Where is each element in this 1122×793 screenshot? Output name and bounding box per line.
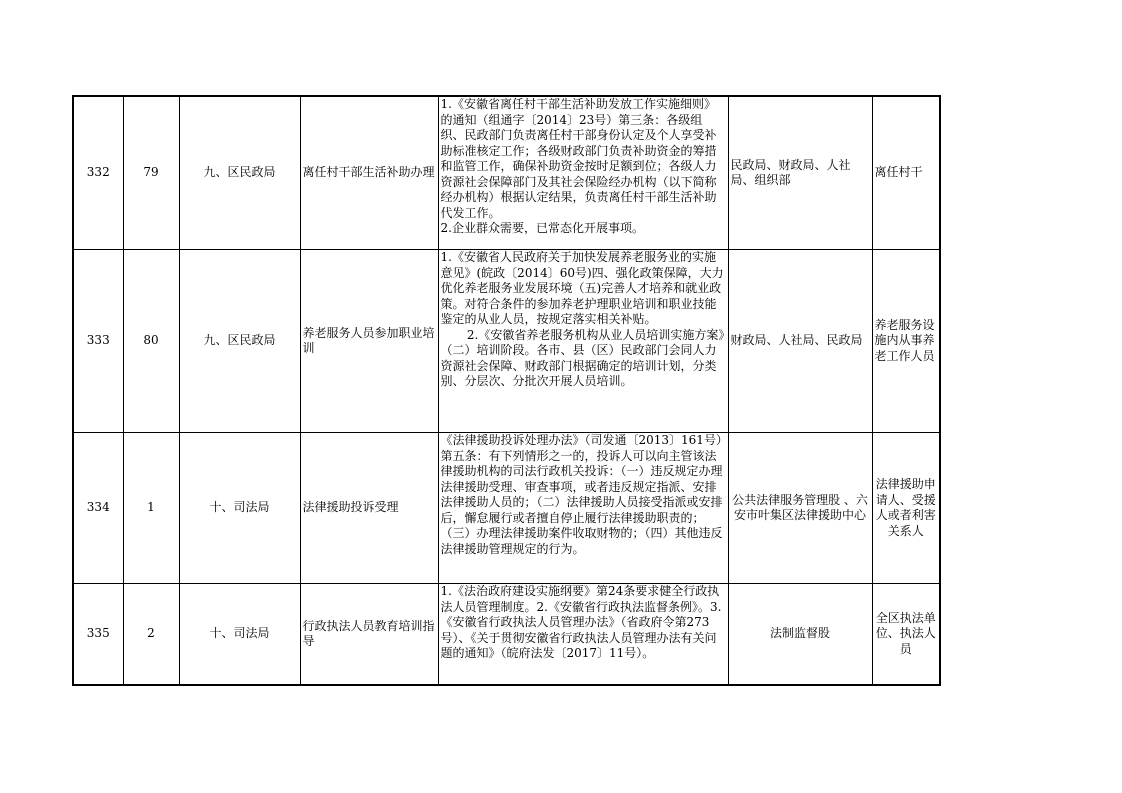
target-cell: 养老服务设施内从事养老工作人员 xyxy=(872,250,940,433)
table-row xyxy=(73,433,940,584)
sub-seq-cell: 2 xyxy=(123,584,179,686)
department-cell: 十、司法局 xyxy=(179,584,300,686)
sub-seq-cell: 80 xyxy=(123,250,179,433)
legal-basis-paragraph: 2.《安徽省养老服务机构从业人员培训实施方案》（二）培训阶段。各市、县（区）民政部门会同人力资源社会保障、财政部门根据确定的培训计划，分类别、分层次、分批次开展人员培训。 xyxy=(440,327,725,388)
item-name-cell: 行政执法人员教育培训指导 xyxy=(300,584,438,686)
target-cell: 全区执法单位、执法人员 xyxy=(872,584,940,686)
cooperating-dept-cell: 公共法律服务管理股 、六安市叶集区法律援助中心 xyxy=(728,433,872,584)
cooperating-dept-cell: 法制监督股 xyxy=(728,584,872,686)
service-items-table xyxy=(72,95,941,686)
target-cell: 离任村干 xyxy=(872,96,940,250)
item-name-cell: 养老服务人员参加职业培训 xyxy=(300,250,438,433)
department-cell: 九、区民政局 xyxy=(179,250,300,433)
cooperating-dept-cell: 民政局、财政局、人社局、组织部 xyxy=(728,96,872,250)
department-cell: 十、司法局 xyxy=(179,433,300,584)
department-cell: 九、区民政局 xyxy=(179,96,300,250)
seq-cell: 335 xyxy=(73,584,123,686)
legal-basis-paragraph: 1.《法治政府建设实施纲要》第24条要求健全行政执法人员管理制度。2.《安徽省行政执法监督条例》。3.《安徽省行政执法人员管理办法》（省政府令第273号）、《关于贯彻安徽省行政执法人员管理办法有关问题的通知》（皖府法发〔2017〕11号）。 xyxy=(440,584,722,660)
table-row xyxy=(73,96,940,250)
sub-seq-cell: 79 xyxy=(123,96,179,250)
item-name-cell: 离任村干部生活补助办理 xyxy=(300,96,438,250)
seq-cell: 333 xyxy=(73,250,123,433)
legal-basis-cell xyxy=(438,250,728,433)
legal-basis-paragraph: 《法律援助投诉处理办法》（司发通〔2013〕161号）第五条：有下列情形之一的，投诉人可以向主管该法律援助机构的司法行政机关投诉：（一）违反规定办理法律援助受理、审查事项，或者违反规定指派、安排法律援助人员的；（二）法律援助人员接受指派或安排后，懈怠履行或者擅自停止履行法律援助职责的；（三）办理法律援助案件收取财物的；（四）其他违反法律援助管理规定的行为。 xyxy=(440,433,723,556)
legal-basis-paragraph: 1.《安徽省离任村干部生活补助发放工作实施细则》的通知（组通字〔2014〕23号）第三条：各级组织、民政部门负责离任村干部身份认定及个人享受补助标准核定工作；各级财政部门负责补助资金的筹措和监管工作，确保补助资金按时足额到位；各级人力资源社会保障部门及其社会保险经办机构（以下简称经办机构）根据认定结果，负责离任村干部生活补助代发工作。 xyxy=(440,97,717,220)
table-row xyxy=(73,584,940,686)
legal-basis-cell xyxy=(438,96,728,250)
legal-basis-paragraph: 2.企业群众需要，已常态化开展事项。 xyxy=(440,221,644,235)
sub-seq-cell: 1 xyxy=(123,433,179,584)
item-name-cell: 法律援助投诉受理 xyxy=(300,433,438,584)
legal-basis-cell xyxy=(438,433,728,584)
seq-cell: 332 xyxy=(73,96,123,250)
target-cell: 法律援助申请人、受援人或者利害关系人 xyxy=(872,433,940,584)
seq-cell: 334 xyxy=(73,433,123,584)
legal-basis-paragraph: 1.《安徽省人民政府关于加快发展养老服务业的实施意见》(皖政〔2014〕60号)四、强化政策保障，大力优化养老服务业发展环境（五)完善人才培养和就业政策。对符合条件的参加养老护理职业培训和职业技能鉴定的从业人员，按规定落实相关补贴。 xyxy=(440,250,724,326)
cooperating-dept-cell: 财政局、人社局、民政局 xyxy=(728,250,872,433)
legal-basis-cell xyxy=(438,584,728,686)
table-row xyxy=(73,250,940,433)
